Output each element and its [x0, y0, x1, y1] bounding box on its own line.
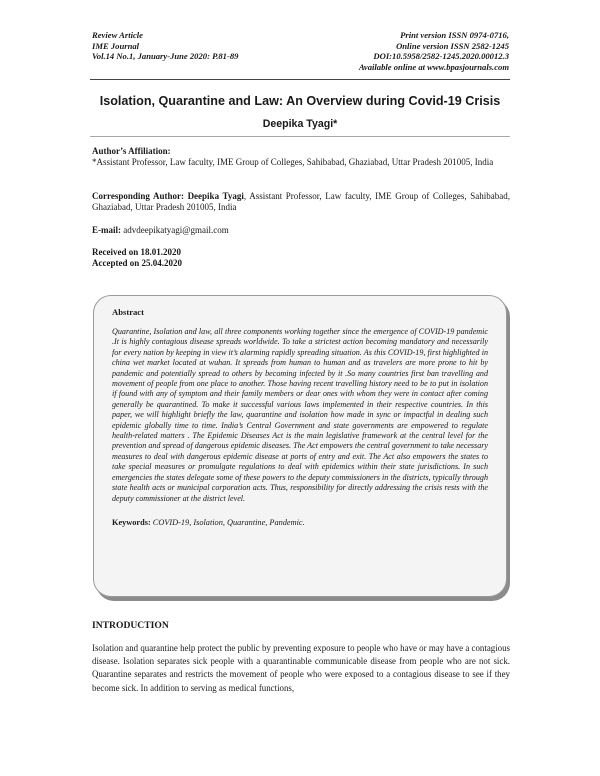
accepted-date: Accepted on 25.04.2020: [92, 258, 182, 268]
online-issn: Online version ISSN 2582-1245: [396, 40, 509, 51]
abstract-heading: Abstract: [112, 307, 144, 317]
affiliation-heading: Author’s Affiliation:: [92, 146, 171, 156]
doi: DOI:10.5958/2582-1245.2020.00012.3: [373, 51, 509, 62]
volume-info: Vol.14 No.1, January-June 2020: P.81-89: [92, 51, 239, 62]
journal-name: IME Journal: [92, 40, 140, 51]
affiliation-text: *Assistant Professor, Law faculty, IME Group of Colleges, Sahibabad, Ghaziabad, Uttar Pradesh 201005, India: [92, 157, 494, 167]
abstract-box: [93, 295, 507, 597]
corresponding-author: [92, 191, 510, 213]
header-divider: [90, 79, 510, 80]
received-date: Received on 18.01.2020: [92, 247, 181, 257]
availability: Available online at www.bpasjournals.com: [358, 61, 509, 72]
title-divider: [90, 136, 510, 137]
journal-header-right: [359, 30, 509, 72]
email-address[interactable]: advdeepikatyagi@gmail.com: [123, 225, 229, 235]
introduction-body: Isolation and quarantine help protect the public by preventing exposure to people who have or may have a contagious disease. Isolation separates sick people with a quarantinable communicable disease from people who are not sick. Quarantine separates and restricts the movement of people who were exposed to a contagious disease to see if they become sick. In addition to serving as medical functions,: [92, 643, 510, 693]
article-type: Review Article: [92, 30, 143, 40]
print-issn: Print version ISSN 0974-0716,: [400, 30, 509, 40]
abstract-body: Quarantine, Isolation and law, all three components working together since the emergence of COVID-19 pandemic .It is highly contagious disease spreads worldwide. To take a strictest action becoming mandatory and necessarily for every nation by keeping in view it’s alarming rapidly spreading situation. As this COVID-19, first highlighted in china wet market located at wuhan. It spreads from human to human and as travelers are more prone to hit by pandemic and potentially spread to others by becoming infected by it .So many countries first ban travelling and movement of people from one place to another. Those having recent travelling history need to be to put in isolation if found with any of symptom and their family members or dear ones with whom they were in contact after coming generally be quarantined. To make it successful various laws implemented in their respective countries. In this paper, we will highlight briefly the law, quarantine and isolation how made in sync or impactful in dealing such epidemic globally time to time. India’s Central Government and state governments are empowered to regulate health-related matters . The Epidemic Diseases Act is the main legislative framework at the central level for the prevention and spread of dangerous epidemic diseases. The Act empowers the central government to take necessary measures to deal with dangerous epidemic disease at ports of entry and exit. The Act also empowers the states to take special measures or promulgate regulations to deal with epidemics within their state jurisdictions. In such emergencies the states delegate some of these powers to the deputy commissioners in the districts, typically through state health acts or municipal corporation acts. Thus, responsibility for directly addressing the crisis rests with the deputy commissioner at the district level.: [112, 327, 488, 503]
keywords: [112, 518, 488, 527]
corresponding-name: Deepika Tyagi: [187, 191, 244, 201]
keywords-label: Keywords:: [112, 517, 151, 527]
corresponding-label: Corresponding Author:: [92, 191, 184, 201]
introduction-heading: INTRODUCTION: [92, 620, 169, 631]
email-line: [92, 225, 510, 236]
paper-author: Deepika Tyagi*: [262, 118, 338, 130]
email-label: E-mail:: [92, 225, 121, 235]
paper-title: Isolation, Quarantine and Law: An Overview during Covid-19 Crisis: [99, 94, 501, 108]
journal-header-left: [92, 30, 238, 62]
corresponding-text: , Assistant Professor, Law faculty, IME Group of Colleges, Sahibabad, Ghaziabad, Uttar Pradesh 201005, India: [92, 191, 510, 212]
keywords-list: COVID-19, Isolation, Quarantine, Pandemic.: [152, 517, 305, 527]
